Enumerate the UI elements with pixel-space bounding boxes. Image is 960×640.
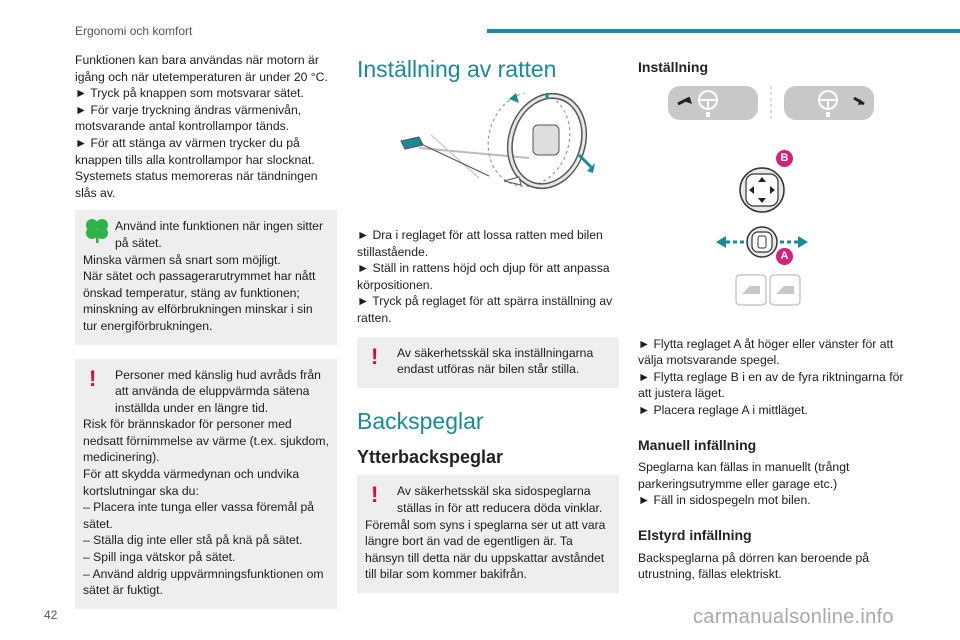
note-text: Risk för brännskador för personer med nedsatt förnimmelse av värme (t.ex. sjukdom, medicinering).: [83, 417, 329, 465]
step: ► Tryck på knappen som motsvarar sätet.: [75, 86, 304, 101]
note-text: Föremål som syns i speglarna ser ut att vara längre bort än vad de egentligen är. Ta hänsyn till detta när du uppskattar avståndet till bilar som kommer bakifrån.: [365, 517, 606, 582]
paragraph: Backspeglarna på dörren kan beroende på utrustning, fällas elektriskt.: [638, 550, 870, 582]
electric-folding-heading: Elstyrd infällning: [638, 526, 752, 543]
step: ► Ställ in rattens höjd och djup för att anpassa körpositionen.: [357, 261, 610, 292]
column-middle: [357, 52, 619, 593]
page-number: 42: [44, 608, 58, 622]
watermark: carmanualsonline.info: [693, 606, 894, 628]
column-right: [638, 52, 906, 583]
note-text: Av säkerhetsskäl ska sidospeglarna ställas in för att reducera döda vinklar.: [397, 484, 603, 515]
note-text: – Använd aldrig uppvärmningsfunktionen om sätet är fuktigt.: [83, 566, 324, 598]
warning-icon: !: [371, 343, 379, 369]
paragraph: Systemets status memoreras när tändningen slås av.: [75, 169, 318, 200]
paragraph: Funktionen kan bara användas när motorn är igång och när utetemperaturen är under 20 °C.: [75, 53, 328, 84]
manual-folding-heading: Manuell infällning: [638, 436, 757, 453]
steering-wheel-illustration: [379, 93, 609, 203]
steering-warning-note: [357, 337, 619, 388]
step: ► För varje tryckning ändras värmenivån, motsvarande antal kontrollampor tänds.: [75, 102, 302, 134]
eco-note: [75, 210, 337, 344]
warning-icon: !: [371, 482, 379, 508]
mirrors-heading: Backspeglar: [357, 407, 484, 434]
label-b-badge: B: [776, 150, 793, 167]
note-text: Av säkerhetsskäl ska inställningarna endast utföras när bilen står stilla.: [397, 345, 594, 377]
header-rule: [487, 29, 960, 33]
note-text: – Ställa dig inte eller stå på knä på sätet.: [83, 533, 303, 548]
label-a-badge: A: [776, 248, 793, 265]
note-text: Minska värmen så snart som möjligt.: [83, 252, 281, 267]
note-text: För att skydda värmedynan och undvika kortslutningar ska du:: [83, 467, 300, 498]
step: ► Flytta reglaget A åt höger eller vänster för att välja motsvarande spegel.: [638, 336, 894, 368]
steering-heading: Inställning av ratten: [357, 56, 557, 82]
step: ► För att stänga av värmen trycker du på knappen tills alla kontrollampor har slocknat.: [75, 135, 315, 167]
paragraph: Speglarna kan fällas in manuellt (trångt parkeringsutrymme eller garage etc.): [638, 460, 850, 491]
step: ► Dra i reglaget för att lossa ratten med bilen stillastående.: [357, 228, 603, 259]
note-text: När sätet och passagerarutrymmet har nått önskad temperatur, stäng av funktionen; minskning av elförbrukningen minskar i sin tur energiförbrukningen.: [83, 269, 316, 333]
warning-note: [75, 359, 337, 609]
note-text: Personer med känslig hud avråds från att använda de eluppvärmda sätena inställda under en längre tid.: [115, 367, 321, 415]
warning-icon: !: [89, 365, 97, 391]
note-text: Använd inte funktionen när ingen sitter på sätet.: [115, 219, 324, 250]
step: ► Placera reglage A i mittläget.: [638, 402, 808, 417]
outer-mirrors-heading: Ytterbackspeglar: [357, 446, 504, 467]
section-title: Ergonomi och komfort: [75, 24, 193, 38]
step: ► Tryck på reglaget för att spärra inställning av ratten.: [357, 294, 613, 325]
column-left: [75, 52, 337, 609]
note-text: – Placera inte tunga eller vassa föremål på sätet.: [83, 500, 315, 531]
setting-heading: Inställning: [638, 59, 708, 75]
step: ► Flytta reglage B i en av de fyra riktningarna för att justera läget.: [638, 369, 904, 401]
note-text: – Spill inga vätskor på sätet.: [83, 550, 236, 565]
step: ► Fäll in sidospegeln mot bilen.: [638, 493, 811, 508]
mirror-warning-note: [357, 475, 619, 593]
clover-icon: [85, 217, 109, 243]
mirror-control-illustration: [668, 86, 878, 308]
